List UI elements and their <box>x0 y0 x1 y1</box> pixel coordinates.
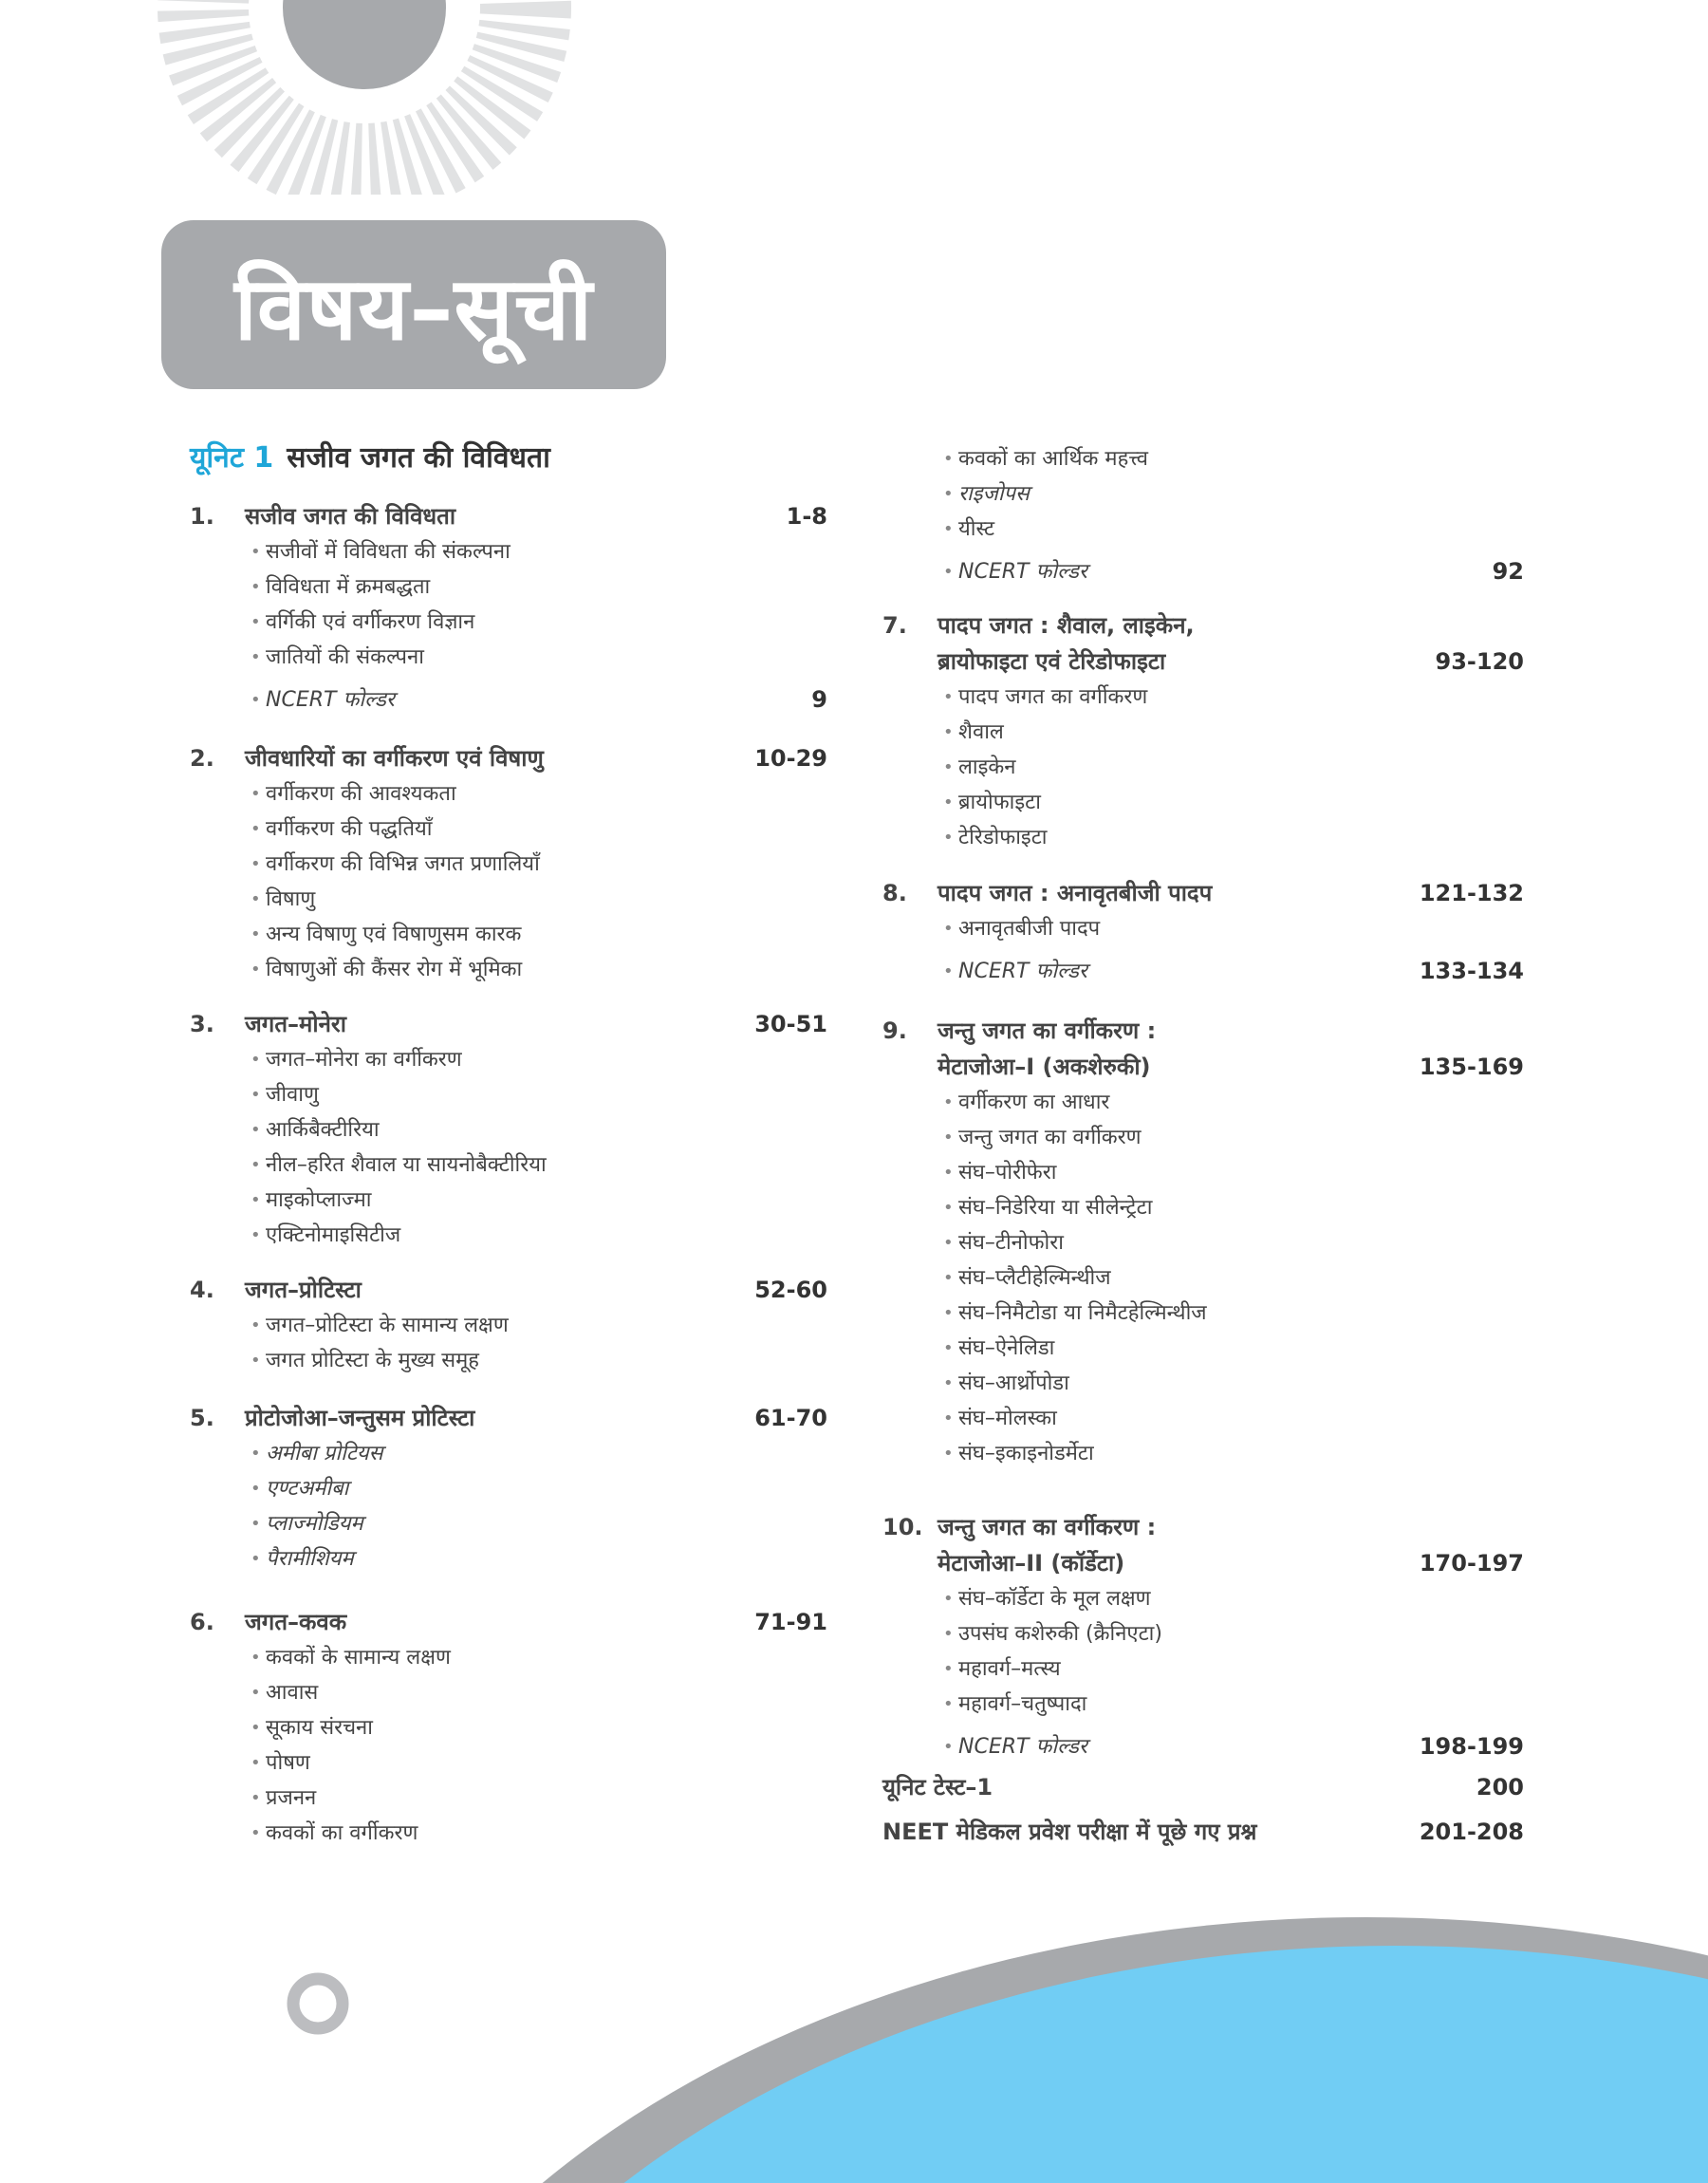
page-range: 170-197 <box>1419 1550 1524 1577</box>
neet-questions-entry <box>882 1813 1524 1851</box>
topic-item: • पैरामीशियम <box>190 1541 827 1577</box>
chapter-entry <box>882 607 1524 855</box>
unit-heading <box>190 437 550 484</box>
ncert-folder-item: • NCERT फोल्डर 92 <box>882 554 1524 589</box>
unit-test-entry <box>882 1768 1524 1806</box>
chapter-heading <box>190 1272 827 1308</box>
chapter-entry <box>190 1272 827 1378</box>
topic-item: • जन्तु जगत का वर्गीकरण <box>882 1120 1524 1155</box>
chapter-title: जन्तु जगत का वर्गीकरण : <box>938 1514 1157 1540</box>
topic-item: • ब्रायोफाइटा <box>882 785 1524 820</box>
topic-item: • पोषण <box>190 1745 827 1781</box>
chapter-entry <box>882 1013 1524 1471</box>
chapter-number: 2. <box>190 745 214 772</box>
topic-item: • संघ–निमैटोडा या निमैटहेल्मिन्थीज <box>882 1296 1524 1331</box>
chapter-number: 6. <box>190 1609 214 1635</box>
page-range: 201-208 <box>1419 1819 1524 1845</box>
page-range: 30-51 <box>754 1011 827 1037</box>
topic-item: • प्लाज्मोडियम <box>190 1506 827 1541</box>
unit-label: यूनिट 1 <box>190 441 274 475</box>
chapter-heading <box>190 498 827 534</box>
topic-item: • वर्गिकी एवं वर्गीकरण विज्ञान <box>190 605 827 640</box>
chapter-number: 3. <box>190 1011 214 1037</box>
chapter-number: 7. <box>882 612 907 639</box>
chapter-heading-cont <box>882 1049 1524 1085</box>
topic-item: • वर्गीकरण की पद्धतियाँ <box>190 812 827 847</box>
topic-item: • नील–हरित शैवाल या सायनोबैक्टीरिया <box>190 1147 827 1183</box>
chapter-number: 10. <box>882 1514 923 1540</box>
chapter-title-line2: मेटाजोआ–I (अकशेरुकी) <box>938 1054 1151 1080</box>
chapter-number: 1. <box>190 503 214 530</box>
chapter-entry <box>190 1006 827 1253</box>
chapter-title: जगत–प्रोटिस्टा <box>245 1277 362 1303</box>
ncert-folder-item: • NCERT फोल्डर 198-199 <box>882 1729 1524 1764</box>
chapter-title: जन्तु जगत का वर्गीकरण : <box>938 1017 1157 1044</box>
chapter-title: जगत–मोनेरा <box>245 1011 346 1037</box>
ncert-folder-item: • NCERT फोल्डर 133-134 <box>882 954 1524 989</box>
topic-item: • अमीबा प्रोटियस <box>190 1436 827 1471</box>
page-range: 9 <box>811 686 827 713</box>
chapter-title: सजीव जगत की विविधता <box>245 503 456 530</box>
chapter-heading <box>882 607 1524 644</box>
chapter-entry <box>190 1604 827 1851</box>
topic-item: • जगत–मोनेरा का वर्गीकरण <box>190 1042 827 1077</box>
chapter-heading <box>882 875 1524 911</box>
page-range: 93-120 <box>1435 648 1524 675</box>
topic-item: • अन्य विषाणु एवं विषाणुसम कारक <box>190 917 827 952</box>
topic-item: • उपसंघ कशेरुकी (क्रैनिएटा) <box>882 1616 1524 1651</box>
page-title-box <box>161 220 666 389</box>
topic-item: • लाइकेन <box>882 750 1524 785</box>
page-range: 92 <box>1492 558 1524 585</box>
topic-item: • राइजोपस <box>882 476 1524 512</box>
chapter-title: जीवधारियों का वर्गीकरण एवं विषाणु <box>245 745 544 772</box>
topic-item: • संघ–निडेरिया या सीलेन्ट्रेटा <box>882 1190 1524 1225</box>
chapter-heading <box>190 1604 827 1640</box>
chapter-entry <box>190 740 827 987</box>
chapter-number: 9. <box>882 1017 907 1044</box>
topic-item: • जगत–प्रोटिस्टा के सामान्य लक्षण <box>190 1308 827 1343</box>
topic-item: • संघ–कॉर्डेटा के मूल लक्षण <box>882 1581 1524 1616</box>
topic-item: • संघ–इकाइनोडर्मेटा <box>882 1436 1524 1471</box>
page-title: विषय–सूची <box>234 257 593 360</box>
chapter-heading <box>882 1509 1524 1545</box>
chapter-heading <box>882 1013 1524 1049</box>
chapter-entry <box>882 875 1524 989</box>
topic-item: • संघ–आर्थ्रोपोडा <box>882 1366 1524 1401</box>
chapter-heading <box>190 740 827 776</box>
topic-item: • माइकोप्लाज्मा <box>190 1183 827 1218</box>
page-range: 135-169 <box>1419 1054 1524 1080</box>
topic-item: • जातियों की संकल्पना <box>190 640 827 675</box>
chapter-number: 5. <box>190 1405 214 1431</box>
chapter-entry <box>190 498 827 718</box>
chapter-title-line2: मेटाजोआ–II (कॉर्डेटा) <box>938 1550 1125 1577</box>
chapter-title: पादप जगत : शैवाल, लाइकेन, <box>938 612 1195 639</box>
chapter-title-line2: ब्रायोफाइटा एवं टेरिडोफाइटा <box>938 648 1166 675</box>
topic-item: • संघ–पोरीफेरा <box>882 1155 1524 1190</box>
topic-item: • महावर्ग–मत्स्य <box>882 1651 1524 1687</box>
page-range: 10-29 <box>754 745 827 772</box>
chapter-entry <box>190 1400 827 1577</box>
chapter-number: 4. <box>190 1277 214 1303</box>
chapter-heading-cont <box>882 644 1524 680</box>
page-range: 133-134 <box>1419 958 1524 984</box>
topic-item: • संघ–मोलस्का <box>882 1401 1524 1436</box>
topic-item: • अनावृतबीजी पादप <box>882 911 1524 946</box>
entry-label: यूनिट टेस्ट–1 <box>882 1774 993 1801</box>
unit-title: सजीव जगत की विविधता <box>287 441 550 475</box>
page-range: 71-91 <box>754 1609 827 1635</box>
topic-item: • संघ–टीनोफोरा <box>882 1225 1524 1260</box>
chapter-heading <box>190 1006 827 1042</box>
page-range: 52-60 <box>754 1277 827 1303</box>
chapter-title: पादप जगत : अनावृतबीजी पादप <box>938 880 1213 906</box>
entry-label: NEET मेडिकल प्रवेश परीक्षा में पूछे गए प्रश्न <box>882 1819 1257 1845</box>
topic-item: • महावर्ग–चतुष्पादा <box>882 1687 1524 1722</box>
topic-item: • आर्किबैक्टीरिया <box>190 1112 827 1147</box>
topic-item: • प्रजनन <box>190 1781 827 1816</box>
chapter-title: जगत–कवक <box>245 1609 347 1635</box>
topic-item: • टेरिडोफाइटा <box>882 820 1524 855</box>
topic-item: • यीस्ट <box>882 512 1524 547</box>
topic-item: • सूकाय संरचना <box>190 1710 827 1745</box>
topic-item: • सजीवों में विविधता की संकल्पना <box>190 534 827 569</box>
ncert-folder-item: • NCERT फोल्डर 9 <box>190 682 827 718</box>
topic-item: • एण्टअमीबा <box>190 1471 827 1506</box>
page-range: 1-8 <box>786 503 827 530</box>
topic-item: • आवास <box>190 1675 827 1710</box>
topic-item: • पादप जगत का वर्गीकरण <box>882 680 1524 715</box>
chapter-entry <box>882 1509 1524 1764</box>
topic-item: • विषाणु <box>190 882 827 917</box>
continued-topics <box>882 441 1524 589</box>
small-ring <box>293 1979 343 2028</box>
topic-item: • कवकों के सामान्य लक्षण <box>190 1640 827 1675</box>
topic-item: • एक्टिनोमाइसिटीज <box>190 1218 827 1253</box>
topic-item: • कवकों का आर्थिक महत्त्व <box>882 441 1524 476</box>
topic-item: • विविधता में क्रमबद्धता <box>190 569 827 605</box>
chapter-heading <box>190 1400 827 1436</box>
topic-item: • जगत प्रोटिस्टा के मुख्य समूह <box>190 1343 827 1378</box>
chapter-title: प्रोटोजोआ–जन्तुसम प्रोटिस्टा <box>245 1405 475 1431</box>
topic-item: • वर्गीकरण की विभिन्न जगत प्रणालियाँ <box>190 847 827 882</box>
page-range: 200 <box>1476 1774 1524 1801</box>
topic-item: • संघ–ऐनेलिडा <box>882 1331 1524 1366</box>
chapter-heading-cont <box>882 1545 1524 1581</box>
topic-item: • वर्गीकरण की आवश्यकता <box>190 776 827 812</box>
page-range: 121-132 <box>1419 880 1524 906</box>
page-range: 198-199 <box>1419 1733 1524 1760</box>
chapter-number: 8. <box>882 880 907 906</box>
topic-item: • कवकों का वर्गीकरण <box>190 1816 827 1851</box>
topic-item: • शैवाल <box>882 715 1524 750</box>
topic-item: • जीवाणु <box>190 1077 827 1112</box>
top-stripe-ring <box>203 0 526 169</box>
page-range: 61-70 <box>754 1405 827 1431</box>
topic-item: • वर्गीकरण का आधार <box>882 1085 1524 1120</box>
topic-item: • संघ–प्लैटीहेल्मिन्थीज <box>882 1260 1524 1296</box>
topic-item: • विषाणुओं की कैंसर रोग में भूमिका <box>190 952 827 987</box>
